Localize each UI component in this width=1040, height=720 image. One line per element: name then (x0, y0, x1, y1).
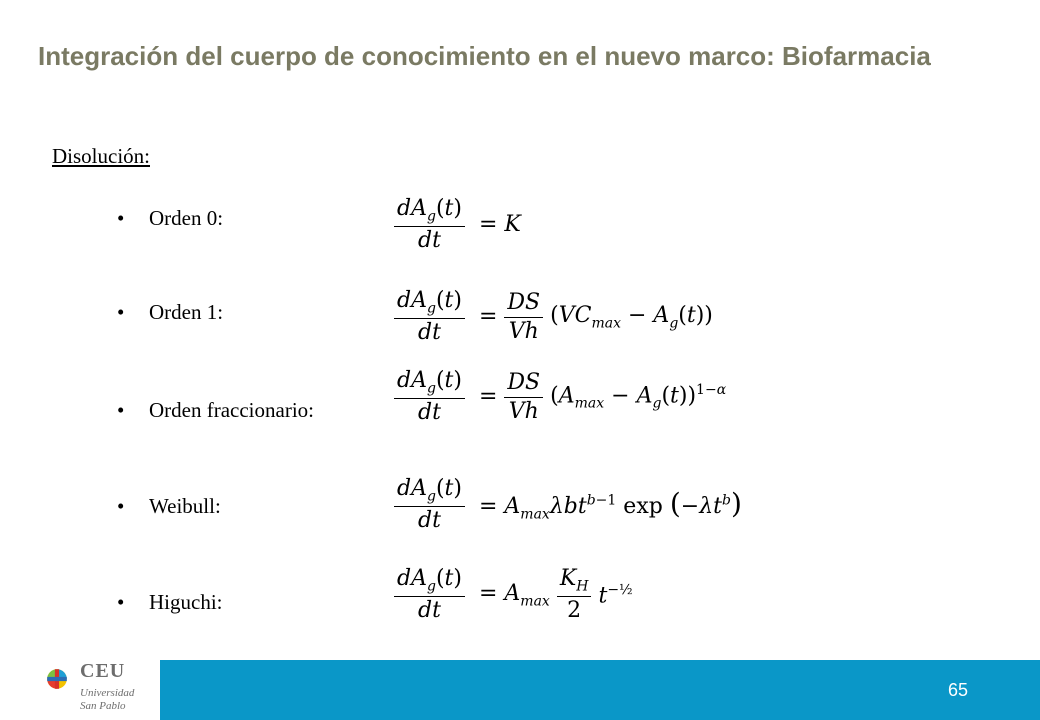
bullet-label: Orden 0: (149, 206, 224, 230)
section-heading: Disolución: (52, 144, 150, 168)
bullet-label: Higuchi: (149, 590, 223, 614)
bullet-dot: • (117, 398, 125, 422)
bullet-dot: • (117, 494, 125, 518)
formula-weibull: $\frac{dA_g(t)}{dt}$ = $A_{max}\lambda bt^{b-1}$ $\exp (-\lambda t^b)$ (394, 478, 742, 532)
logo-line-1: Universidad (80, 687, 135, 699)
formula-orden-1: $\frac{dA_g(t)}{dt}$ = $\frac{DS}{Vh}$ $(VC_{max} - A_g(t))$ (394, 290, 713, 344)
logo-name: CEU (80, 660, 126, 682)
formula-orden-fraccionario: $\frac{dA_g(t)}{dt}$ = $\frac{DS}{Vh}$ $(A_{max} - A_g(t))^{1-\alpha}$ (394, 370, 726, 424)
logo-line-2: San Pablo (80, 700, 126, 712)
bullet-dot: • (117, 590, 125, 614)
bullet-label: Orden fraccionario: (149, 398, 314, 422)
bullet-higuchi (117, 590, 223, 614)
bullet-dot: • (117, 206, 125, 230)
formula-higuchi: $\frac{dA_g(t)}{dt}$ = $A_{max}$ $\frac{K_H}{2}$ $t^{-\frac{1}{2}}$ (394, 568, 633, 622)
footer-bar (160, 660, 1040, 720)
slide-title: Integración del cuerpo de conocimiento en el nuevo marco: Biofarmacia (38, 41, 931, 71)
formula-orden-0: $\frac{dA_g(t)}{dt}$ = K (394, 198, 521, 252)
page-number: 65 (948, 680, 969, 700)
bullet-dot: • (117, 300, 125, 324)
bullet-orden-0 (117, 206, 223, 230)
bullet-label: Weibull: (149, 494, 221, 518)
logo-subtitle (80, 687, 134, 713)
bullet-orden-fraccionario (117, 398, 314, 422)
bullet-orden-1 (117, 300, 223, 324)
bullet-label: Orden 1: (149, 300, 224, 324)
ceu-logo-icon (36, 658, 78, 700)
bullet-weibull (117, 494, 221, 518)
